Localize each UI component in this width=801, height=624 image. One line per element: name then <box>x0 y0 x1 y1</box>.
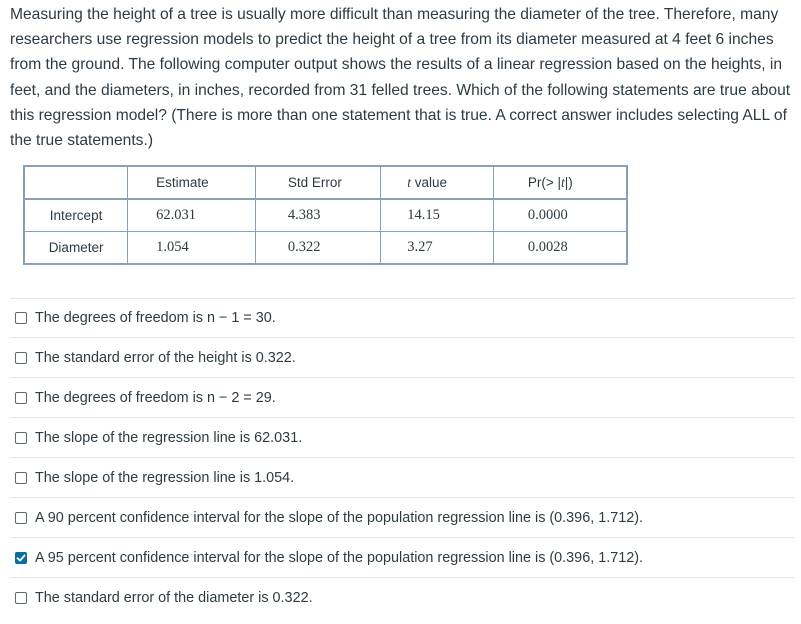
table-header-p-value <box>493 166 627 199</box>
table-row <box>24 199 627 232</box>
cell-estimate: 1.054 <box>128 232 256 265</box>
answer-option-label[interactable]: A 90 percent confidence interval for the slope of the population regression line is (0.396, 1.712). <box>35 509 643 526</box>
answer-option-label[interactable]: The slope of the regression line is 1.054. <box>35 469 295 486</box>
cell-estimate: 62.031 <box>128 199 256 232</box>
checkbox-icon[interactable] <box>15 472 27 484</box>
row-label: Diameter <box>24 232 128 265</box>
answer-option-3[interactable] <box>10 377 795 417</box>
p-suffix: |) <box>564 174 573 190</box>
cell-p-value: 0.0000 <box>493 199 627 232</box>
answer-option-label[interactable]: The standard error of the diameter is 0.322. <box>35 589 313 606</box>
answer-option-5[interactable] <box>10 457 795 497</box>
t-symbol: t <box>407 174 412 190</box>
checkbox-icon[interactable] <box>15 512 27 524</box>
table-row <box>24 232 627 265</box>
checkbox-icon[interactable] <box>15 432 27 444</box>
checkbox-checked-icon[interactable] <box>15 552 27 564</box>
cell-std-error: 4.383 <box>255 199 380 232</box>
row-label: Intercept <box>24 199 128 232</box>
checkbox-icon[interactable] <box>15 312 27 324</box>
answer-option-label[interactable]: A 95 percent confidence interval for the slope of the population regression line is (0.396, 1.712). <box>35 549 643 566</box>
table-header-empty <box>24 166 128 199</box>
answer-option-1[interactable] <box>10 298 795 337</box>
answer-option-4[interactable] <box>10 417 795 457</box>
cell-std-error: 0.322 <box>255 232 380 265</box>
p-prefix: Pr(> | <box>527 174 561 190</box>
answer-option-label[interactable]: The standard error of the height is 0.322. <box>35 349 296 366</box>
answer-option-2[interactable] <box>10 337 795 377</box>
answer-option-label[interactable]: The degrees of freedom is n − 1 = 30. <box>35 310 276 326</box>
answer-option-6[interactable] <box>10 497 795 537</box>
table-header-estimate: Estimate <box>128 166 256 199</box>
answer-option-8[interactable] <box>10 577 795 617</box>
t-value-suffix: value <box>411 174 448 190</box>
question-text: Measuring the height of a tree is usually more difficult than measuring the diameter of the tree. Therefore, many researchers use regression models to predict the height of a tree from its diameter measured at 4 feet 6 inches from the ground. The following computer output shows the results of a linear regression based on the heights, in feet, and the diameters, in inches, recorded from 31 felled trees. Which of the following statements are true about this regression model? (There is more than one statement that is true. A correct answer includes selecting ALL of the true statements.) <box>10 6 791 150</box>
answer-option-7[interactable] <box>10 537 795 577</box>
checkbox-icon[interactable] <box>15 592 27 604</box>
p-t-symbol: t <box>560 174 565 190</box>
checkbox-icon[interactable] <box>15 392 27 404</box>
checkbox-icon[interactable] <box>15 352 27 364</box>
answer-option-label[interactable]: The slope of the regression line is 62.031. <box>35 429 303 446</box>
table-header-std-error: Std Error <box>255 166 380 199</box>
answer-options <box>10 298 795 617</box>
regression-output-table <box>23 165 628 265</box>
cell-p-value: 0.0028 <box>493 232 627 265</box>
table-header-row <box>24 166 627 199</box>
cell-t-value: 14.15 <box>381 199 494 232</box>
cell-t-value: 3.27 <box>381 232 494 265</box>
answer-option-label[interactable]: The degrees of freedom is n − 2 = 29. <box>35 389 276 406</box>
table-header-t-value <box>381 166 494 199</box>
